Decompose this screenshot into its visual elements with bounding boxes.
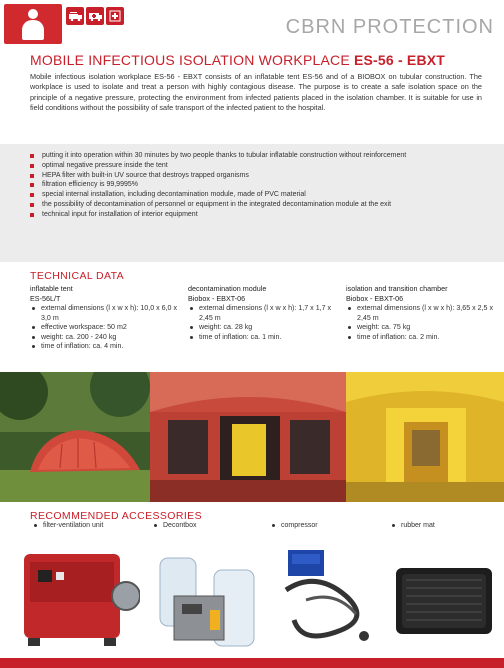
- tent-outdoor-photo: [0, 372, 150, 502]
- spec-item: time of inflation: ca. 1 min.: [188, 333, 338, 343]
- spec-title: isolation and transition chamber: [346, 284, 448, 293]
- rubber-mat-image: [392, 540, 496, 656]
- compressor-image: [276, 540, 386, 656]
- spec-column-tent: [30, 284, 180, 352]
- spec-model: Biobox - EBXT-06: [188, 293, 246, 303]
- spec-item: external dimensions (l x w x h): 10,0 x 6,0 x 3,0 m: [30, 304, 180, 323]
- technical-data-heading: TECHNICAL DATA: [30, 270, 125, 282]
- feature-item: technical input for installation of interior equipment: [30, 210, 470, 220]
- spec-item: time of inflation: ca. 4 min.: [30, 342, 180, 352]
- footer-bar: [0, 658, 504, 668]
- intro-paragraph: Mobile infectious isolation workplace ES-56 - EBXT consists of an inflatable tent ES-56 and of a BIOBOX on tubular construction. The workplace is used to isolate and treat a person with highly contagious disease. The purpose is to create a safe isolation space on the principle of a negative pressure, protecting the environment from infected patients placed in the isolation chamber. It is suitable for use in field conditions without the possibility of safe transport of the infected patient to the hospital.: [30, 72, 482, 112]
- feature-item: special internal installation, including decontamination module, made of PVC material: [30, 190, 470, 200]
- filter-ventilation-unit-image: [20, 540, 140, 656]
- spec-item: weight: ca. 200 - 240 kg: [30, 333, 180, 343]
- spec-item: effective workspace: 50 m2: [30, 323, 180, 333]
- spec-column-isolation: [346, 284, 496, 342]
- spec-item: external dimensions (l x w x h): 1,7 x 1,7 x 2,45 m: [188, 304, 338, 323]
- spec-item: external dimensions (l x w x h): 3,65 x 2,5 x 2,45 m: [346, 304, 496, 323]
- brand-title: CBRN PROTECTION: [285, 16, 494, 38]
- ambulance-icon: [86, 7, 104, 25]
- biohazard-suit-icon: [4, 4, 62, 44]
- page-header: [0, 0, 504, 50]
- features-box: [0, 144, 504, 262]
- spec-item: weight: ca. 28 kg: [188, 323, 338, 333]
- accessory-item: Decontbox: [154, 522, 196, 529]
- spec-title: decontamination module: [188, 284, 267, 293]
- spec-item: time of inflation: ca. 2 min.: [346, 333, 496, 343]
- accessories-list: [0, 522, 504, 538]
- decontbox-image: [152, 540, 262, 656]
- medical-cross-icon: [106, 7, 124, 25]
- accessory-item: rubber mat: [392, 522, 435, 529]
- accessories-heading: RECOMMENDED ACCESSORIES: [30, 510, 202, 522]
- spec-model: Biobox - EBXT-06: [346, 293, 404, 303]
- tent-interior-photo: [150, 372, 346, 502]
- fire-truck-icon: [66, 7, 84, 25]
- accessory-item: filter-ventilation unit: [34, 522, 103, 529]
- feature-item: filtration efficiency is 99,9995%: [30, 180, 470, 190]
- spec-model: ES-56L/T: [30, 293, 61, 303]
- isolation-chamber-photo: [346, 372, 504, 502]
- feature-item: optimal negative pressure inside the tent: [30, 161, 470, 171]
- feature-item: the possibility of decontamination of personnel or equipment in the integrated decontamination module at the exit: [30, 200, 470, 210]
- spec-item: weight: ca. 75 kg: [346, 323, 496, 333]
- spec-column-decontamination: [188, 284, 338, 342]
- feature-item: HEPA filter with built-in UV source that destroys trapped organisms: [30, 171, 470, 181]
- feature-item: putting it into operation within 30 minutes by two people thanks to tubular inflatable construction without reinforcement: [30, 151, 470, 161]
- accessory-item: compressor: [272, 522, 318, 529]
- spec-title: inflatable tent: [30, 284, 73, 293]
- page-title: MOBILE INFECTIOUS ISOLATION WORKPLACE ES-56 - EBXT: [30, 52, 446, 68]
